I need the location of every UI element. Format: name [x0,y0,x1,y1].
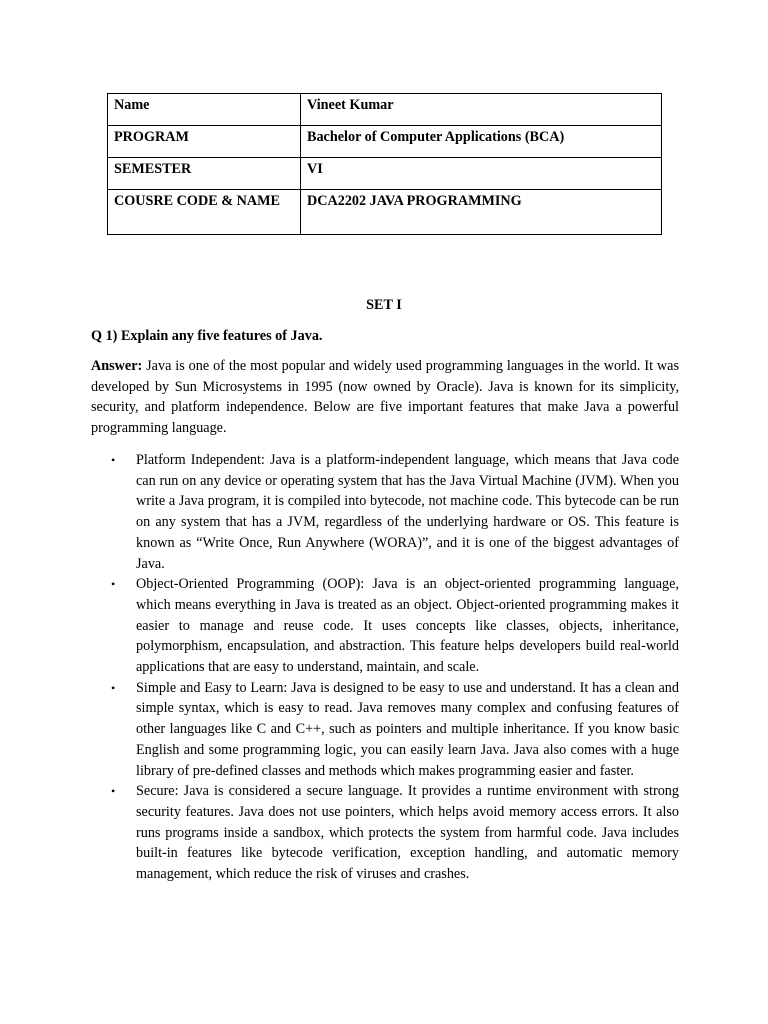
list-item [91,450,679,574]
features-list [91,450,679,885]
course-value: DCA2202 JAVA PROGRAMMING [301,190,662,235]
bullet-icon: • [111,577,116,592]
bullet-icon: • [111,680,116,695]
answer-text: Java is one of the most popular and widely used programming languages in the world. It was developed by Sun Microsystems in 1995 (now owned by Oracle). Java is known for its simplicity, security, and platform independence. Below are five important features that make Java a powerful programming language. [91,358,679,437]
bullet-icon: • [111,453,116,467]
student-info-table [107,93,662,235]
feature-text: Object-Oriented Programming (OOP): Java is an object-oriented programming language, which means everything in Java is treated as an object. Object-oriented programming makes it easier to manage and reuse code. It uses concepts like classes, objects, inheritance, polymorphism, encapsulation, and abstraction. This feature helps developers build real-world applications that are easy to understand, maintain, and scale. [136,576,679,676]
feature-text: Secure: Java is considered a secure language. It provides a runtime environment with strong security features. Java does not use pointers, which helps avoid memory access errors. It also runs programs inside a sandbox, which protects the system from harmful code. Java includes built-in features like bytecode verification, exception handling, and automatic memory management, which reduce the risk of viruses and crashes. [136,783,679,883]
semester-label: SEMESTER [108,158,301,190]
list-item [91,781,679,885]
course-label: COUSRE CODE & NAME [108,190,301,235]
table-row [108,94,662,126]
table-row [108,158,662,190]
feature-text: Platform Independent: Java is a platform-independent language, which means that Java code can run on any device or operating system that has the Java Virtual Machine (JVM). When you write a Java program, it is compiled into bytecode, not machine code. This bytecode can be run on any system that has a JVM, regardless of the underlying hardware or OS. This feature is known as “Write Once, Run Anywhere (WORA)”, and it is one of the biggest advantages of Java. [136,452,679,572]
name-label: Name [108,94,301,126]
answer-paragraph [91,356,679,439]
answer-label: Answer: [91,358,143,374]
list-item [91,574,679,678]
table-row [108,190,662,235]
name-value: Vineet Kumar [301,94,662,126]
question-heading: Q 1) Explain any five features of Java. [91,328,323,344]
feature-text: Simple and Easy to Learn: Java is designed to be easy to use and understand. It has a clean and simple syntax, which is easy to read. Java removes many complex and confusing features of other languages like C and C++, such as pointers and multiple inheritance. If you know basic English and some programming logic, you can easily learn Java. Java also comes with a huge library of pre-defined classes and methods which makes programming easier and faster. [136,679,679,779]
semester-value: VI [301,158,662,190]
list-item [91,678,679,782]
set-title: SET I [366,297,402,313]
program-value: Bachelor of Computer Applications (BCA) [301,126,662,158]
table-row [108,126,662,158]
bullet-icon: • [111,784,116,799]
program-label: PROGRAM [108,126,301,158]
